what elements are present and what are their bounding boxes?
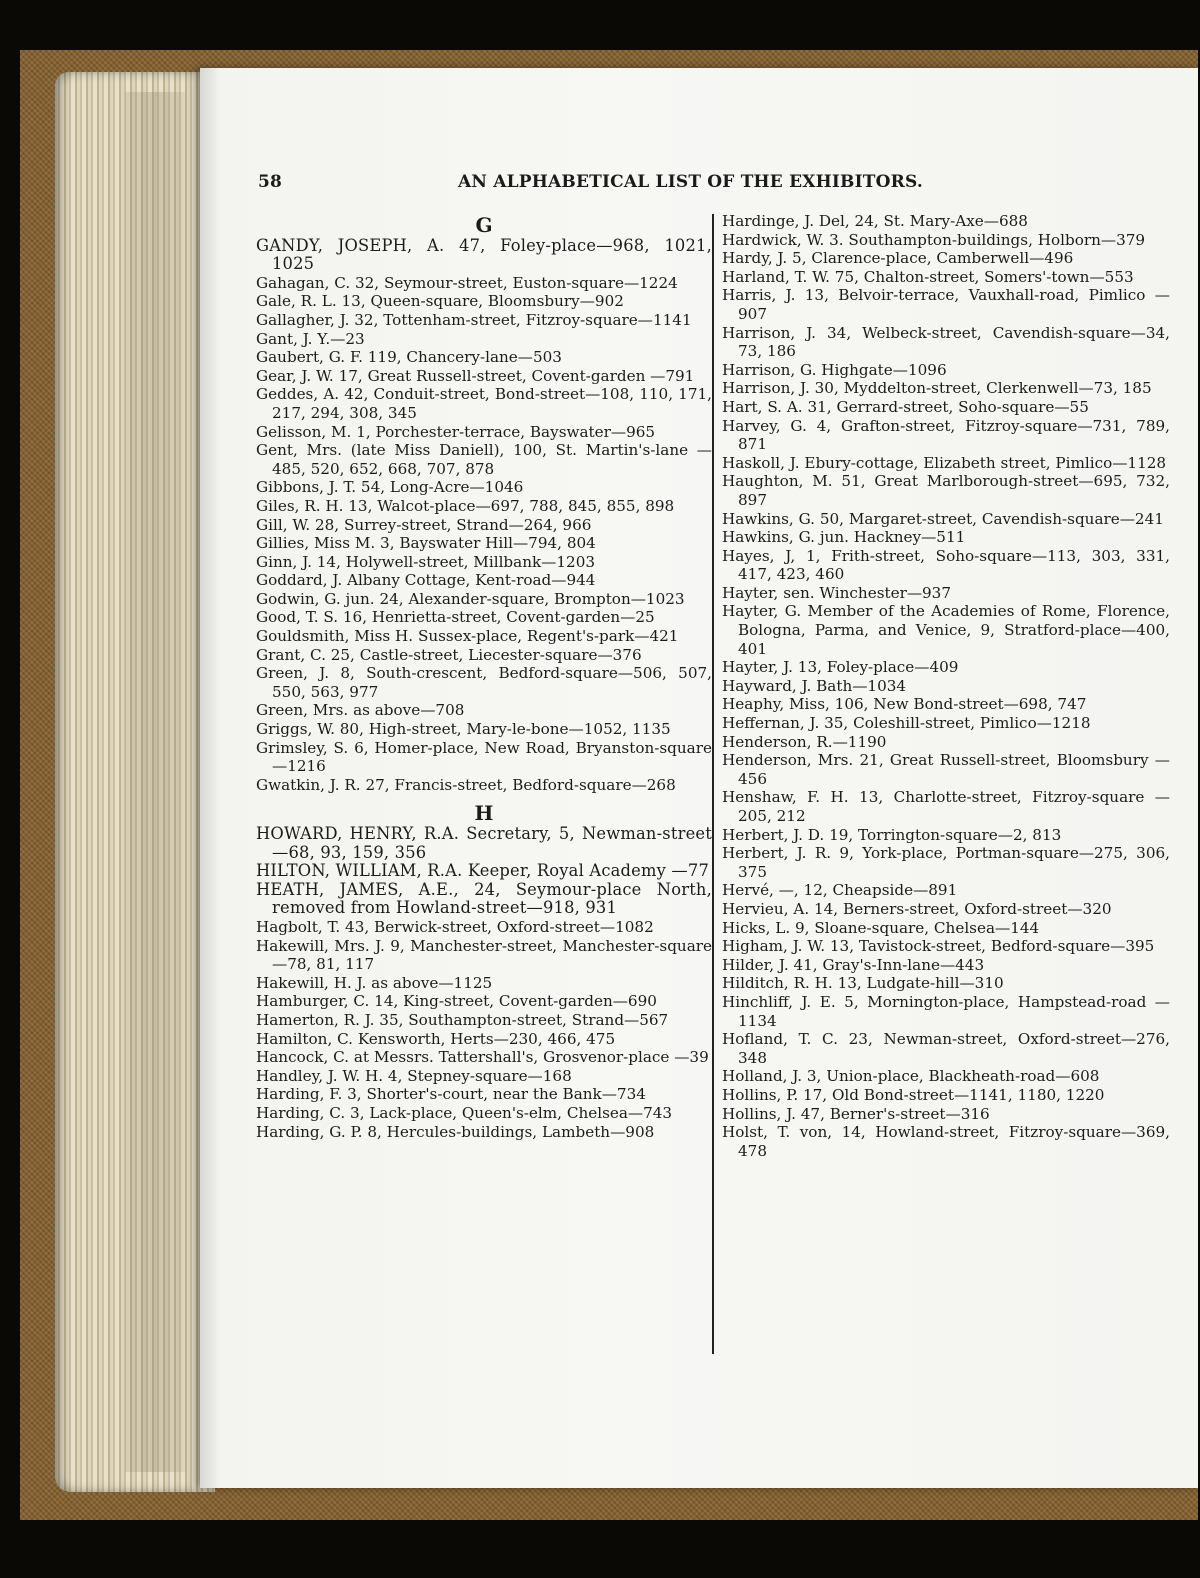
exhibitor-entry: Gouldsmith, Miss H. Sussex-place, Regent's-park—421 [256,627,679,646]
exhibitor-entry: Handley, J. W. H. 4, Stepney-square—168 [256,1066,572,1085]
exhibitor-entry: Hawkins, G. jun. Hackney—511 [722,528,966,547]
exhibitor-entry: HILTON, WILLIAM, R.A. Keeper, Royal Academy —77 [256,861,710,881]
exhibitor-entry: Hamburger, C. 14, King-street, Covent-garden—690 [256,992,657,1011]
exhibitor-entry: Gelisson, M. 1, Porchester-terrace, Bayswater—965 [256,422,656,441]
exhibitor-entry: Hakewill, H. J. as above—1125 [256,973,493,992]
exhibitor-entry: Hakewill, Mrs. J. 9, Manchester-street, Manchester-square—78, 81, 117 [256,936,712,974]
exhibitor-entry: Grant, C. 25, Castle-street, Liecester-square—376 [256,645,642,664]
exhibitor-entry: Harvey, G. 4, Grafton-street, Fitzroy-square—731, 789, 871 [722,416,1170,454]
exhibitor-entry: Hardy, J. 5, Clarence-place, Camberwell—496 [722,249,1074,268]
edge-shading [125,92,185,1472]
exhibitor-entry: Hervieu, A. 14, Berners-street, Oxford-street—320 [722,899,1112,918]
exhibitor-entry: Gahagan, C. 32, Seymour-street, Euston-square—1224 [256,273,678,292]
exhibitor-entry: Gill, W. 28, Surrey-street, Strand—264, 966 [256,515,592,534]
exhibitor-entry: Gwatkin, J. R. 27, Francis-street, Bedford-square—268 [256,775,676,794]
exhibitor-entry: Gibbons, J. T. 54, Long-Acre—1046 [256,478,524,497]
exhibitor-entry: Haskoll, J. Ebury-cottage, Elizabeth street, Pimlico—1128 [722,453,1167,472]
exhibitor-entry: Gallagher, J. 32, Tottenham-street, Fitzroy-square—1141 [256,310,692,329]
exhibitor-entry: Harrison, J. 30, Myddelton-street, Clerkenwell—73, 185 [722,379,1152,398]
exhibitor-entry: Hayter, J. 13, Foley-place—409 [722,658,959,677]
exhibitor-entry: Hollins, P. 17, Old Bond-street—1141, 1180, 1220 [722,1085,1105,1104]
entries-h [256,825,712,1141]
exhibitor-entry: Harding, F. 3, Shorter's-court, near the Bank—734 [256,1085,646,1104]
exhibitor-entry: GANDY, JOSEPH, A. 47, Foley-place—968, 1021, 1025 [256,235,712,274]
exhibitor-entry: Hicks, L. 9, Sloane-square, Chelsea—144 [722,918,1040,937]
exhibitor-entry: Henshaw, F. H. 13, Charlotte-street, Fitzroy-square —205, 212 [722,788,1170,825]
exhibitor-entry: Heffernan, J. 35, Coleshill-street, Pimlico—1218 [722,714,1091,733]
exhibitor-entry: Gaubert, G. F. 119, Chancery-lane—503 [256,348,562,367]
page-header [258,172,1170,196]
exhibitor-entry: Gale, R. L. 13, Queen-square, Bloomsbury—902 [256,292,624,311]
exhibitor-entry: HEATH, JAMES, A.E., 24, Seymour-place North, removed from Howland-street—918, 931 [256,879,712,918]
exhibitor-entry: Godwin, G. jun. 24, Alexander-square, Brompton—1023 [256,589,685,608]
left-column [256,212,712,1141]
exhibitor-entry: Hayter, sen. Winchester—937 [722,583,952,602]
exhibitor-entry: Harding, G. P. 8, Hercules-buildings, Lambeth—908 [256,1122,655,1141]
exhibitor-entry: Geddes, A. 42, Conduit-street, Bond-street—108, 110, 171, 217, 294, 308, 345 [256,385,712,422]
exhibitor-entry: Harris, J. 13, Belvoir-terrace, Vauxhall-road, Pimlico —907 [722,286,1170,323]
exhibitor-entry: Gant, J. Y.—23 [256,329,365,348]
exhibitor-entry: Hancock, C. at Messrs. Tattershall's, Grosvenor-place —39 [256,1048,709,1067]
exhibitor-entry: Hardwick, W. 3. Southampton-buildings, Holborn—379 [722,230,1146,249]
page-number: 58 [258,172,283,192]
exhibitor-entry: Hayward, J. Bath—1034 [722,676,907,695]
exhibitor-entry: Hawkins, G. 50, Margaret-street, Cavendish-square—241 [722,509,1164,528]
exhibitor-entry: Herbert, J. D. 19, Torrington-square—2, 813 [722,825,1062,844]
exhibitor-entry: Holst, T. von, 14, Howland-street, Fitzroy-square—369, 478 [722,1123,1170,1160]
exhibitor-entry: Goddard, J. Albany Cottage, Kent-road—944 [256,571,596,590]
exhibitor-entry: Gear, J. W. 17, Great Russell-street, Covent-garden —791 [256,366,695,385]
right-column [722,212,1170,1160]
exhibitor-entry: Good, T. S. 16, Henrietta-street, Covent-garden—25 [256,608,655,627]
exhibitor-entry: Gillies, Miss M. 3, Bayswater Hill—794, 804 [256,534,596,553]
exhibitor-entry: Green, Mrs. as above—708 [256,701,465,720]
exhibitor-entry: Green, J. 8, South-crescent, Bedford-square—506, 507, 550, 563, 977 [256,664,712,701]
page-title: AN ALPHABETICAL LIST OF THE EXHIBITORS. [458,172,923,192]
exhibitor-entry: Henderson, R.—1190 [722,732,887,751]
exhibitor-entry: Hagbolt, T. 43, Berwick-street, Oxford-street—1082 [256,917,654,936]
section-heading-h: H [474,801,494,826]
exhibitor-entry: Hayter, G. Member of the Academies of Rome, Florence, Bologna, Parma, and Venice, 9, Stratford-place—400, 401 [722,602,1170,658]
exhibitor-entry: Harding, C. 3, Lack-place, Queen's-elm, Chelsea—743 [256,1103,673,1122]
exhibitor-entry: Henderson, Mrs. 21, Great Russell-street, Bloomsbury —456 [722,751,1170,788]
exhibitor-entry: Haughton, M. 51, Great Marlborough-street—695, 732, 897 [722,472,1170,509]
exhibitor-entry: Hamerton, R. J. 35, Southampton-street, Strand—567 [256,1010,669,1029]
exhibitor-entry: HOWARD, HENRY, R.A. Secretary, 5, Newman-street—68, 93, 159, 356 [256,824,712,862]
exhibitor-entry: Griggs, W. 80, High-street, Mary-le-bone—1052, 1135 [256,720,671,739]
section-heading-g: G [475,213,493,237]
exhibitor-entry: Heaphy, Miss, 106, New Bond-street—698, 747 [722,695,1087,714]
column-divider [712,214,714,1354]
exhibitor-entry: Gent, Mrs. (late Miss Daniell), 100, St. Martin's-lane —485, 520, 652, 668, 707, 878 [256,441,712,478]
exhibitor-entry: Harland, T. W. 75, Chalton-street, Somers'-town—553 [722,267,1134,286]
exhibitor-entry: Giles, R. H. 13, Walcot-place—697, 788, 845, 855, 898 [256,496,675,515]
exhibitor-entry: Higham, J. W. 13, Tavistock-street, Bedford-square—395 [722,937,1155,956]
exhibitor-entry: Hollins, J. 47, Berner's-street—316 [722,1104,990,1123]
exhibitor-entry: Hamilton, C. Kensworth, Herts—230, 466, 475 [256,1029,616,1048]
exhibitor-entry: Hardinge, J. Del, 24, St. Mary-Axe—688 [722,212,1028,230]
exhibitor-entry: Hilder, J. 41, Gray's-Inn-lane—443 [722,955,985,974]
exhibitor-entry: Hofland, T. C. 23, Newman-street, Oxford-street—276, 348 [722,1030,1170,1067]
exhibitor-entry: Hinchliff, J. E. 5, Mornington-place, Hampstead-road —1134 [722,992,1170,1030]
exhibitor-entry: Hayes, J, 1, Frith-street, Soho-square—113, 303, 331, 417, 423, 460 [722,546,1170,584]
exhibitor-entry: Harrison, G. Highgate—1096 [722,360,947,379]
exhibitor-entry: Herbert, J. R. 9, York-place, Portman-square—275, 306, 375 [722,844,1170,881]
exhibitor-entry: Harrison, J. 34, Welbeck-street, Cavendish-square—34, 73, 186 [722,323,1170,361]
exhibitor-entry: Ginn, J. 14, Holywell-street, Millbank—1203 [256,552,596,571]
page-edges [55,72,215,1492]
entries-g [256,237,712,795]
book-page [200,68,1198,1488]
exhibitor-entry: Hart, S. A. 31, Gerrard-street, Soho-square—55 [722,397,1089,416]
exhibitor-entry: Hervé, —, 12, Cheapside—891 [722,881,958,900]
exhibitor-entry: Grimsley, S. 6, Homer-place, New Road, Bryanston-square—1216 [256,738,712,776]
exhibitor-entry: Hilditch, R. H. 13, Ludgate-hill—310 [722,974,1004,993]
exhibitor-entry: Holland, J. 3, Union-place, Blackheath-road—608 [722,1067,1100,1086]
